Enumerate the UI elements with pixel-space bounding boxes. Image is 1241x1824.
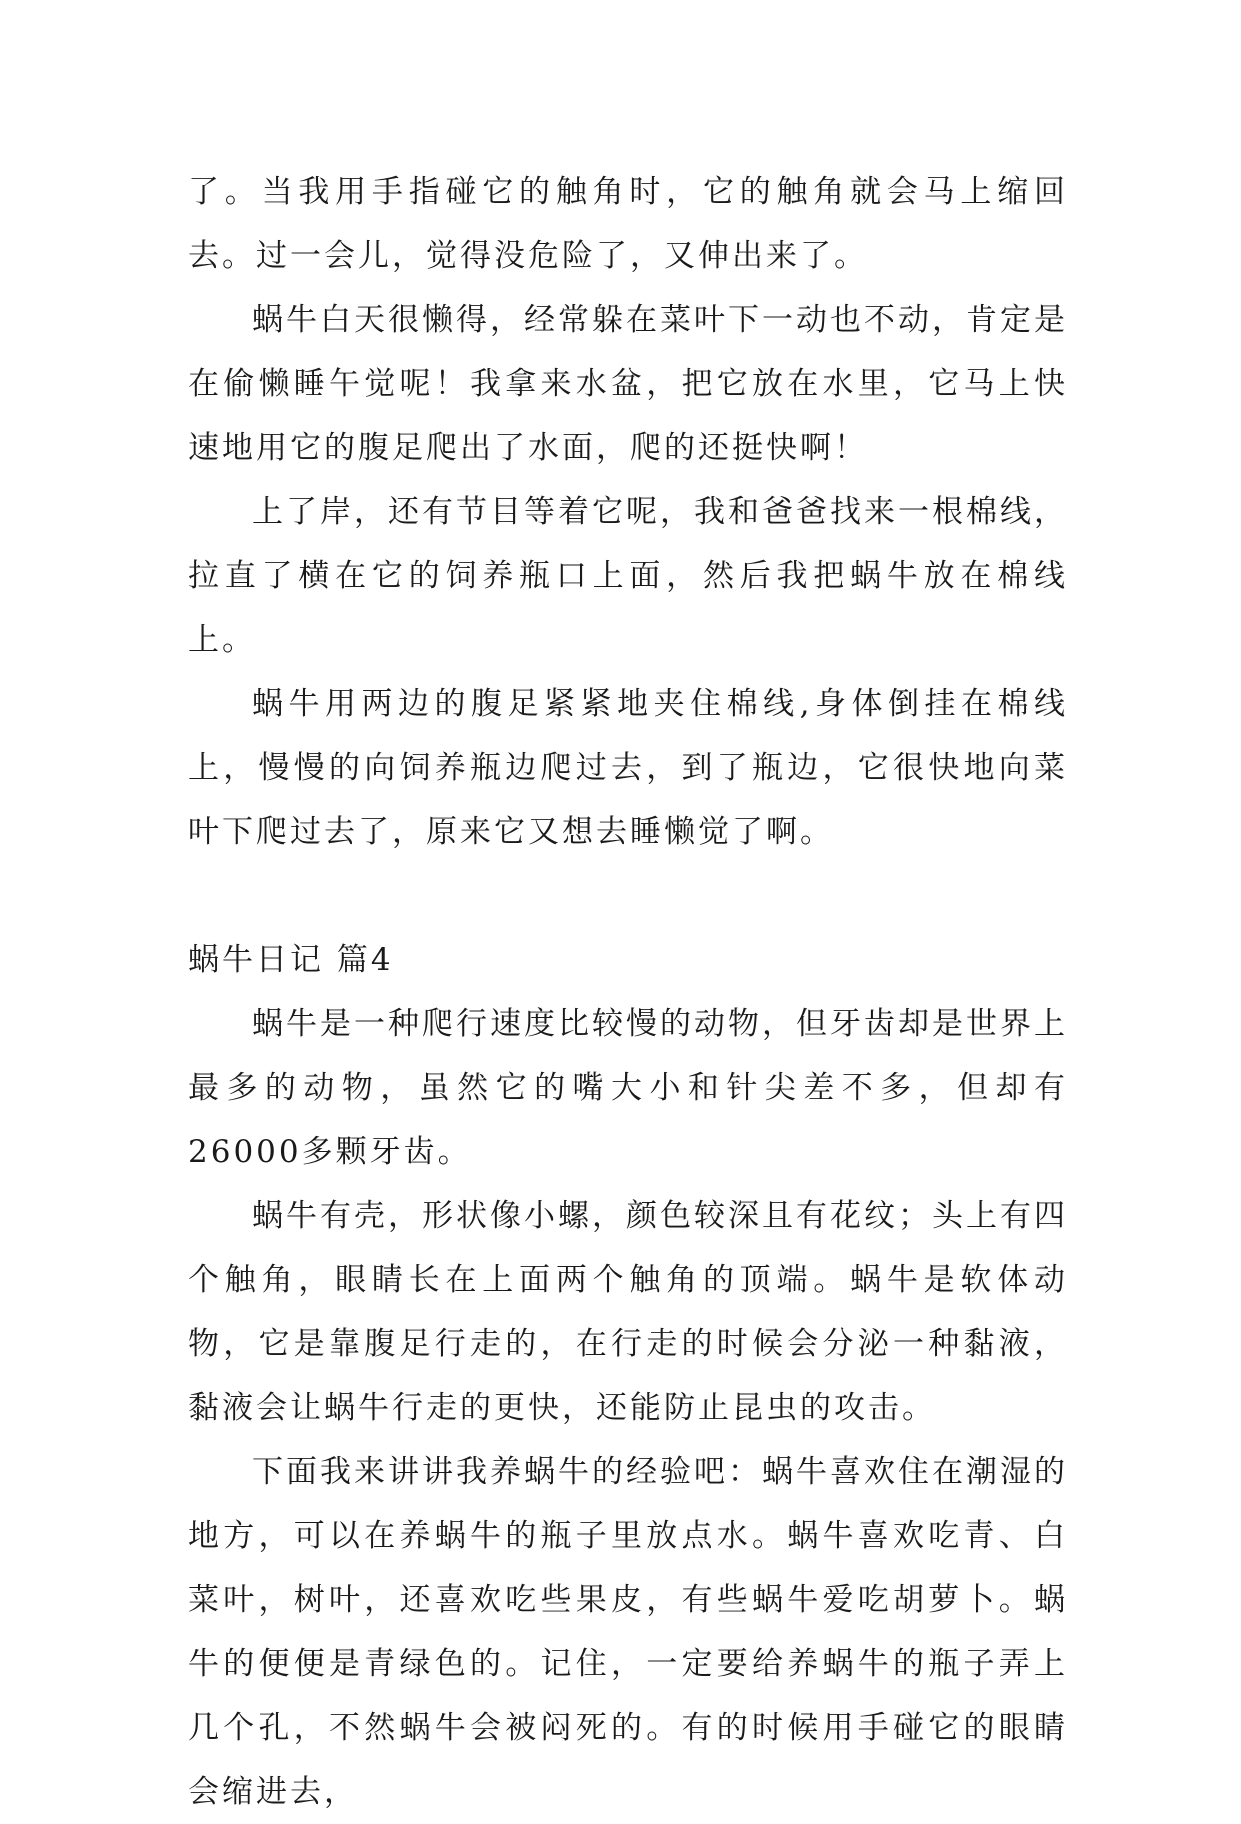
paragraph: 上了岸，还有节目等着它呢，我和爸爸找来一根棉线，拉直了横在它的饲养瓶口上面，然后我把蜗牛放在棉线上。 bbox=[188, 494, 1068, 658]
paragraph: 下面我来讲讲我养蜗牛的经验吧：蜗牛喜欢住在潮湿的地方，可以在养蜗牛的瓶子里放点水。蜗牛喜欢吃青、白菜叶，树叶，还喜欢吃些果皮，有些蜗牛爱吃胡萝卜。蜗牛的便便是青绿色的。记住，一定要给养蜗牛的瓶子弄上几个孔，不然蜗牛会被闷死的。有的时候用手碰它的眼睛会缩进去， bbox=[188, 1454, 1068, 1810]
paragraph: 蜗牛是一种爬行速度比较慢的动物，但牙齿却是世界上最多的动物，虽然它的嘴大小和针尖差不多，但却有26000多颗牙齿。 bbox=[188, 1006, 1068, 1170]
paragraph-continued: 了。当我用手指碰它的触角时，它的触角就会马上缩回去。过一会儿，觉得没危险了，又伸出来了。 bbox=[188, 174, 1068, 274]
section-spacer bbox=[188, 864, 1068, 928]
document-body bbox=[188, 160, 1068, 1824]
paragraph: 蜗牛白天很懒得，经常躲在菜叶下一动也不动，肯定是在偷懒睡午觉呢！我拿来水盆，把它放在水里，它马上快速地用它的腹足爬出了水面，爬的还挺快啊！ bbox=[188, 302, 1068, 466]
paragraph: 蜗牛用两边的腹足紧紧地夹住棉线,身体倒挂在棉线上，慢慢的向饲养瓶边爬过去，到了瓶边，它很快地向菜叶下爬过去了，原来它又想去睡懒觉了啊。 bbox=[188, 686, 1068, 850]
paragraph: 蜗牛有壳，形状像小螺，颜色较深且有花纹；头上有四个触角，眼睛长在上面两个触角的顶端。蜗牛是软体动物，它是靠腹足行走的，在行走的时候会分泌一种黏液，黏液会让蜗牛行走的更快，还能防止昆虫的攻击。 bbox=[188, 1198, 1068, 1426]
section-heading: 蜗牛日记 篇4 bbox=[188, 942, 394, 978]
